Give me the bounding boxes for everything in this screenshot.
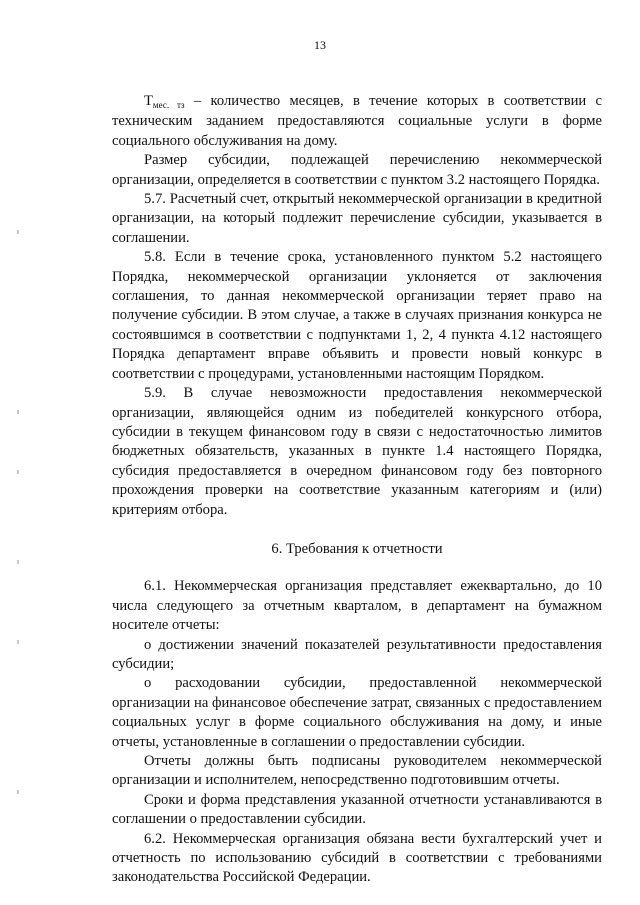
paragraph-report-results: о достижении значений показателей результативности предоставления субсидии; bbox=[112, 636, 602, 672]
paragraph-formula-definition bbox=[112, 92, 602, 151]
scan-edge-mark bbox=[17, 470, 19, 474]
paragraph-6-2: 6.2. Некоммерческая организация обязана вести бухгалтерский учет и отчетность по использованию субсидий в соответствии с требованиями законодательства Российской Федерации. bbox=[112, 830, 602, 886]
page-number: 13 bbox=[314, 38, 326, 52]
formula-symbol: Т bbox=[144, 93, 153, 109]
paragraph-5-9: 5.9. В случае невозможности предоставления некоммерческой организации, являющейся одним из победителей конкурсного отбора, субсидии в текущем финансовом году в связи с недостаточностью лимитов бюджетных обязательств, указанных в пункте 1.4 настоящего Порядка, субсидия предоставляется в очередном финансовом году без повторного прохождения проверки на соответствие указанным категориям и (или) критериям отбора. bbox=[112, 385, 602, 518]
scan-edge-mark bbox=[17, 230, 19, 234]
paragraph-subsidy-amount: Размер субсидии, подлежащей перечислению некоммерческой организации, определяется в соответствии с пунктом 3.2 настоящего Порядка. bbox=[112, 152, 602, 188]
formula-definition-text: – количество месяцев, в течение которых в соответствии с техническим заданием предоставляются социальные услуги в форме социального обслуживания на дому. bbox=[112, 93, 602, 149]
scan-edge-mark bbox=[17, 640, 19, 644]
formula-subscript: мес. тз bbox=[152, 100, 185, 110]
document-body bbox=[112, 92, 602, 888]
scan-edge-mark bbox=[17, 560, 19, 564]
paragraph-6-1: 6.1. Некоммерческая организация представляет ежеквартально, до 10 числа следующего за отчетным кварталом, в департамент на бумажном носителе отчеты: bbox=[112, 578, 602, 634]
paragraph-report-expenses: о расходовании субсидии, предоставленной некоммерческой организации на финансовое обеспечение затрат, связанных с предоставлением социальных услуг в форме социального обслуживания на дому, и иные отчеты, установленные в соглашении о предоставлении субсидии. bbox=[112, 675, 602, 750]
paragraph-terms: Сроки и форма представления указанной отчетности устанавливаются в соглашении о предоставлении субсидии. bbox=[112, 791, 602, 828]
paragraph-signatures: Отчеты должны быть подписаны руководителем некоммерческой организации и исполнителем, непосредственно подготовившим отчеты. bbox=[112, 753, 602, 789]
scan-edge-mark bbox=[17, 790, 19, 794]
paragraph-5-7: 5.7. Расчетный счет, открытый некоммерческой организации в кредитной организации, на который подлежит перечисление субсидии, указывается в соглашении. bbox=[112, 191, 602, 246]
paragraph-5-8: 5.8. Если в течение срока, установленного пунктом 5.2 настоящего Порядка, некоммерческой организации уклоняется от заключения соглашения, то данная некоммерческой организации теряет право на получение субсидии. В этом случае, а также в случаях признания конкурса не состоявшимся в соответствии с подпунктами 1, 2, 4 пункта 4.12 настоящего Порядка департамент вправе объявить и провести новый конкурс в соответствии с процедурами, установленными настоящим Порядком. bbox=[112, 249, 602, 382]
scan-edge-mark bbox=[17, 410, 19, 414]
section-heading: 6. Требования к отчетности bbox=[271, 540, 443, 557]
